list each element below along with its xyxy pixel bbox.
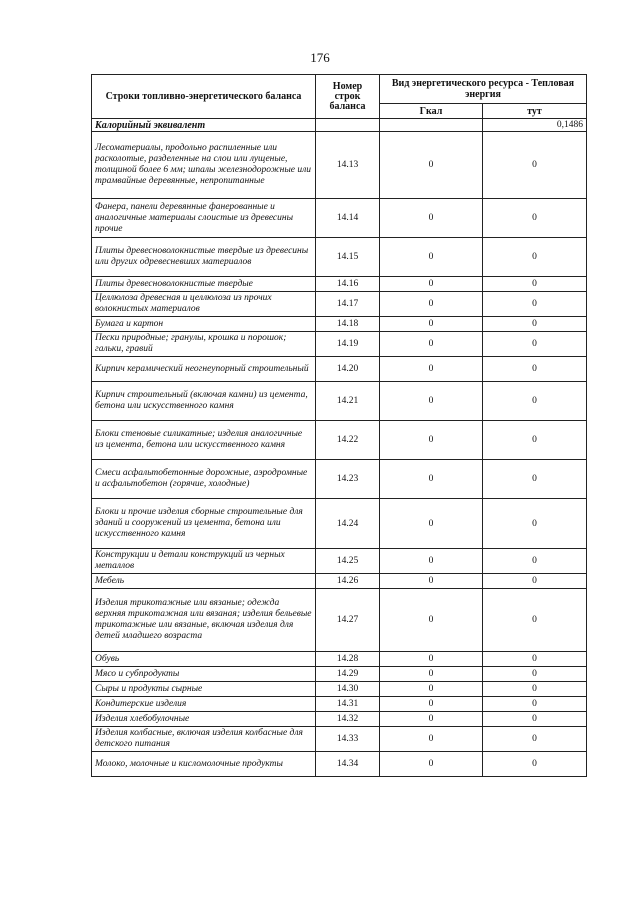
row-name: Кондитерские изделия [92, 697, 316, 712]
row-code: 14.32 [316, 712, 380, 727]
row-gcal: 0 [380, 652, 483, 667]
row-gcal: 0 [380, 752, 483, 777]
row-code: 14.31 [316, 697, 380, 712]
row-tut: 0 [483, 332, 587, 357]
row-name: Кирпич строительный (включая камни) из цемента, бетона или искусственного камня [92, 382, 316, 421]
row-tut: 0 [483, 357, 587, 382]
table-row [92, 549, 587, 574]
table-row [92, 332, 587, 357]
table-row [92, 132, 587, 199]
row-name: Изделия колбасные, включая изделия колбасные для детского питания [92, 727, 316, 752]
row-name: Плиты древесноволокнистые твердые из древесины или других одревесневших материалов [92, 238, 316, 277]
row-gcal: 0 [380, 682, 483, 697]
row-tut: 0 [483, 382, 587, 421]
row-gcal: 0 [380, 199, 483, 238]
row-code: 14.28 [316, 652, 380, 667]
row-tut: 0 [483, 574, 587, 589]
row-name: Изделия трикотажные или вязаные; одежда верхняя трикотажная или вязаная; изделия бельевые трикотажные или вязаные, включая изделия для детей младшего возраста [92, 589, 316, 652]
row-name: Блоки стеновые силикатные; изделия аналогичные из цемента, бетона или искусственного камня [92, 421, 316, 460]
table-row [92, 292, 587, 317]
table-row [92, 574, 587, 589]
table-row [92, 712, 587, 727]
row-name: Конструкции и детали конструкций из черных металлов [92, 549, 316, 574]
row-gcal: 0 [380, 382, 483, 421]
header-code-line3: баланса [329, 100, 366, 112]
table-row [92, 238, 587, 277]
header-row-number [316, 75, 380, 119]
row-name: Смеси асфальтобетонные дорожные, аэродромные и асфальтобетон (горячие, холодные) [92, 460, 316, 499]
row-code: 14.24 [316, 499, 380, 549]
row-tut: 0 [483, 499, 587, 549]
row-code: 14.23 [316, 460, 380, 499]
row-code: 14.27 [316, 589, 380, 652]
row-code: 14.14 [316, 199, 380, 238]
table-row [92, 667, 587, 682]
table-row [92, 199, 587, 238]
row-code: 14.16 [316, 277, 380, 292]
table-row [92, 697, 587, 712]
table-row [92, 460, 587, 499]
row-tut: 0 [483, 589, 587, 652]
row-name: Мясо и субпродукты [92, 667, 316, 682]
row-gcal: 0 [380, 667, 483, 682]
row-tut: 0 [483, 277, 587, 292]
row-code: 14.30 [316, 682, 380, 697]
row-tut: 0 [483, 549, 587, 574]
row-code: 14.18 [316, 317, 380, 332]
row-code: 14.22 [316, 421, 380, 460]
row-gcal: 0 [380, 357, 483, 382]
row-name: Блоки и прочие изделия сборные строительные для зданий и сооружений из цемента, бетона или искусственного камня [92, 499, 316, 549]
row-code: 14.17 [316, 292, 380, 317]
row-gcal: 0 [380, 132, 483, 199]
row-gcal: 0 [380, 277, 483, 292]
row-code: 14.19 [316, 332, 380, 357]
row-name: Сыры и продукты сырные [92, 682, 316, 697]
row-code: 14.26 [316, 574, 380, 589]
row-code: 14.20 [316, 357, 380, 382]
row-tut: 0 [483, 727, 587, 752]
table-row [92, 382, 587, 421]
calorie-tut: 0,1486 [483, 119, 587, 132]
row-code: 14.15 [316, 238, 380, 277]
row-gcal: 0 [380, 499, 483, 549]
calorie-gcal [380, 119, 483, 132]
table-row [92, 499, 587, 549]
row-gcal: 0 [380, 292, 483, 317]
row-gcal: 0 [380, 460, 483, 499]
energy-balance-table [91, 74, 587, 777]
header-unit-tut: тут [483, 104, 587, 119]
row-gcal: 0 [380, 697, 483, 712]
row-gcal: 0 [380, 712, 483, 727]
page-number: 176 [310, 50, 330, 65]
row-code: 14.34 [316, 752, 380, 777]
table-row [92, 357, 587, 382]
row-name: Плиты древесноволокнистые твердые [92, 277, 316, 292]
row-tut: 0 [483, 421, 587, 460]
table-row [92, 752, 587, 777]
table-row [92, 682, 587, 697]
row-tut: 0 [483, 712, 587, 727]
row-tut: 0 [483, 667, 587, 682]
row-gcal: 0 [380, 421, 483, 460]
row-tut: 0 [483, 132, 587, 199]
row-code: 14.13 [316, 132, 380, 199]
header-energy-resource: Вид энергетического ресурса - Тепловая энергия [380, 75, 587, 104]
row-name: Кирпич керамический неогнеупорный строительный [92, 357, 316, 382]
header-code-line2: строк [334, 90, 361, 102]
header-code-line1: Номер [332, 80, 363, 92]
row-gcal: 0 [380, 317, 483, 332]
table-row [92, 421, 587, 460]
row-name: Бумага и картон [92, 317, 316, 332]
table-row [92, 589, 587, 652]
row-name: Лесоматериалы, продольно распиленные или расколотые, разделенные на слои или лущеные, толщиной более 6 мм; шпалы железнодорожные или трамвайные деревянные, непропитанные [92, 132, 316, 199]
row-tut: 0 [483, 697, 587, 712]
table-row [92, 727, 587, 752]
header-unit-gcal: Гкал [380, 104, 483, 119]
row-tut: 0 [483, 292, 587, 317]
row-code: 14.29 [316, 667, 380, 682]
row-gcal: 0 [380, 574, 483, 589]
row-gcal: 0 [380, 549, 483, 574]
row-code: 14.25 [316, 549, 380, 574]
calorie-code [316, 119, 380, 132]
row-name: Пески природные; гранулы, крошка и порошок; гальки, гравий [92, 332, 316, 357]
row-gcal: 0 [380, 589, 483, 652]
row-gcal: 0 [380, 238, 483, 277]
row-name: Молоко, молочные и кисломолочные продукты [92, 752, 316, 777]
table-row [92, 277, 587, 292]
row-name: Изделия хлебобулочные [92, 712, 316, 727]
row-tut: 0 [483, 199, 587, 238]
calorie-label: Калорийный эквивалент [92, 119, 316, 132]
row-tut: 0 [483, 752, 587, 777]
row-tut: 0 [483, 460, 587, 499]
row-name: Целлюлоза древесная и целлюлоза из прочих волокнистых материалов [92, 292, 316, 317]
row-tut: 0 [483, 682, 587, 697]
row-code: 14.33 [316, 727, 380, 752]
table-row [92, 317, 587, 332]
row-name: Фанера, панели деревянные фанерованные и аналогичные материалы слоистые из древесины прочие [92, 199, 316, 238]
row-name: Обувь [92, 652, 316, 667]
row-tut: 0 [483, 238, 587, 277]
row-tut: 0 [483, 317, 587, 332]
row-code: 14.21 [316, 382, 380, 421]
header-balance-rows: Строки топливно-энергетического баланса [92, 75, 316, 119]
table-row [92, 652, 587, 667]
row-tut: 0 [483, 652, 587, 667]
row-name: Мебель [92, 574, 316, 589]
row-gcal: 0 [380, 332, 483, 357]
row-gcal: 0 [380, 727, 483, 752]
calorie-equivalent-row [92, 119, 587, 132]
